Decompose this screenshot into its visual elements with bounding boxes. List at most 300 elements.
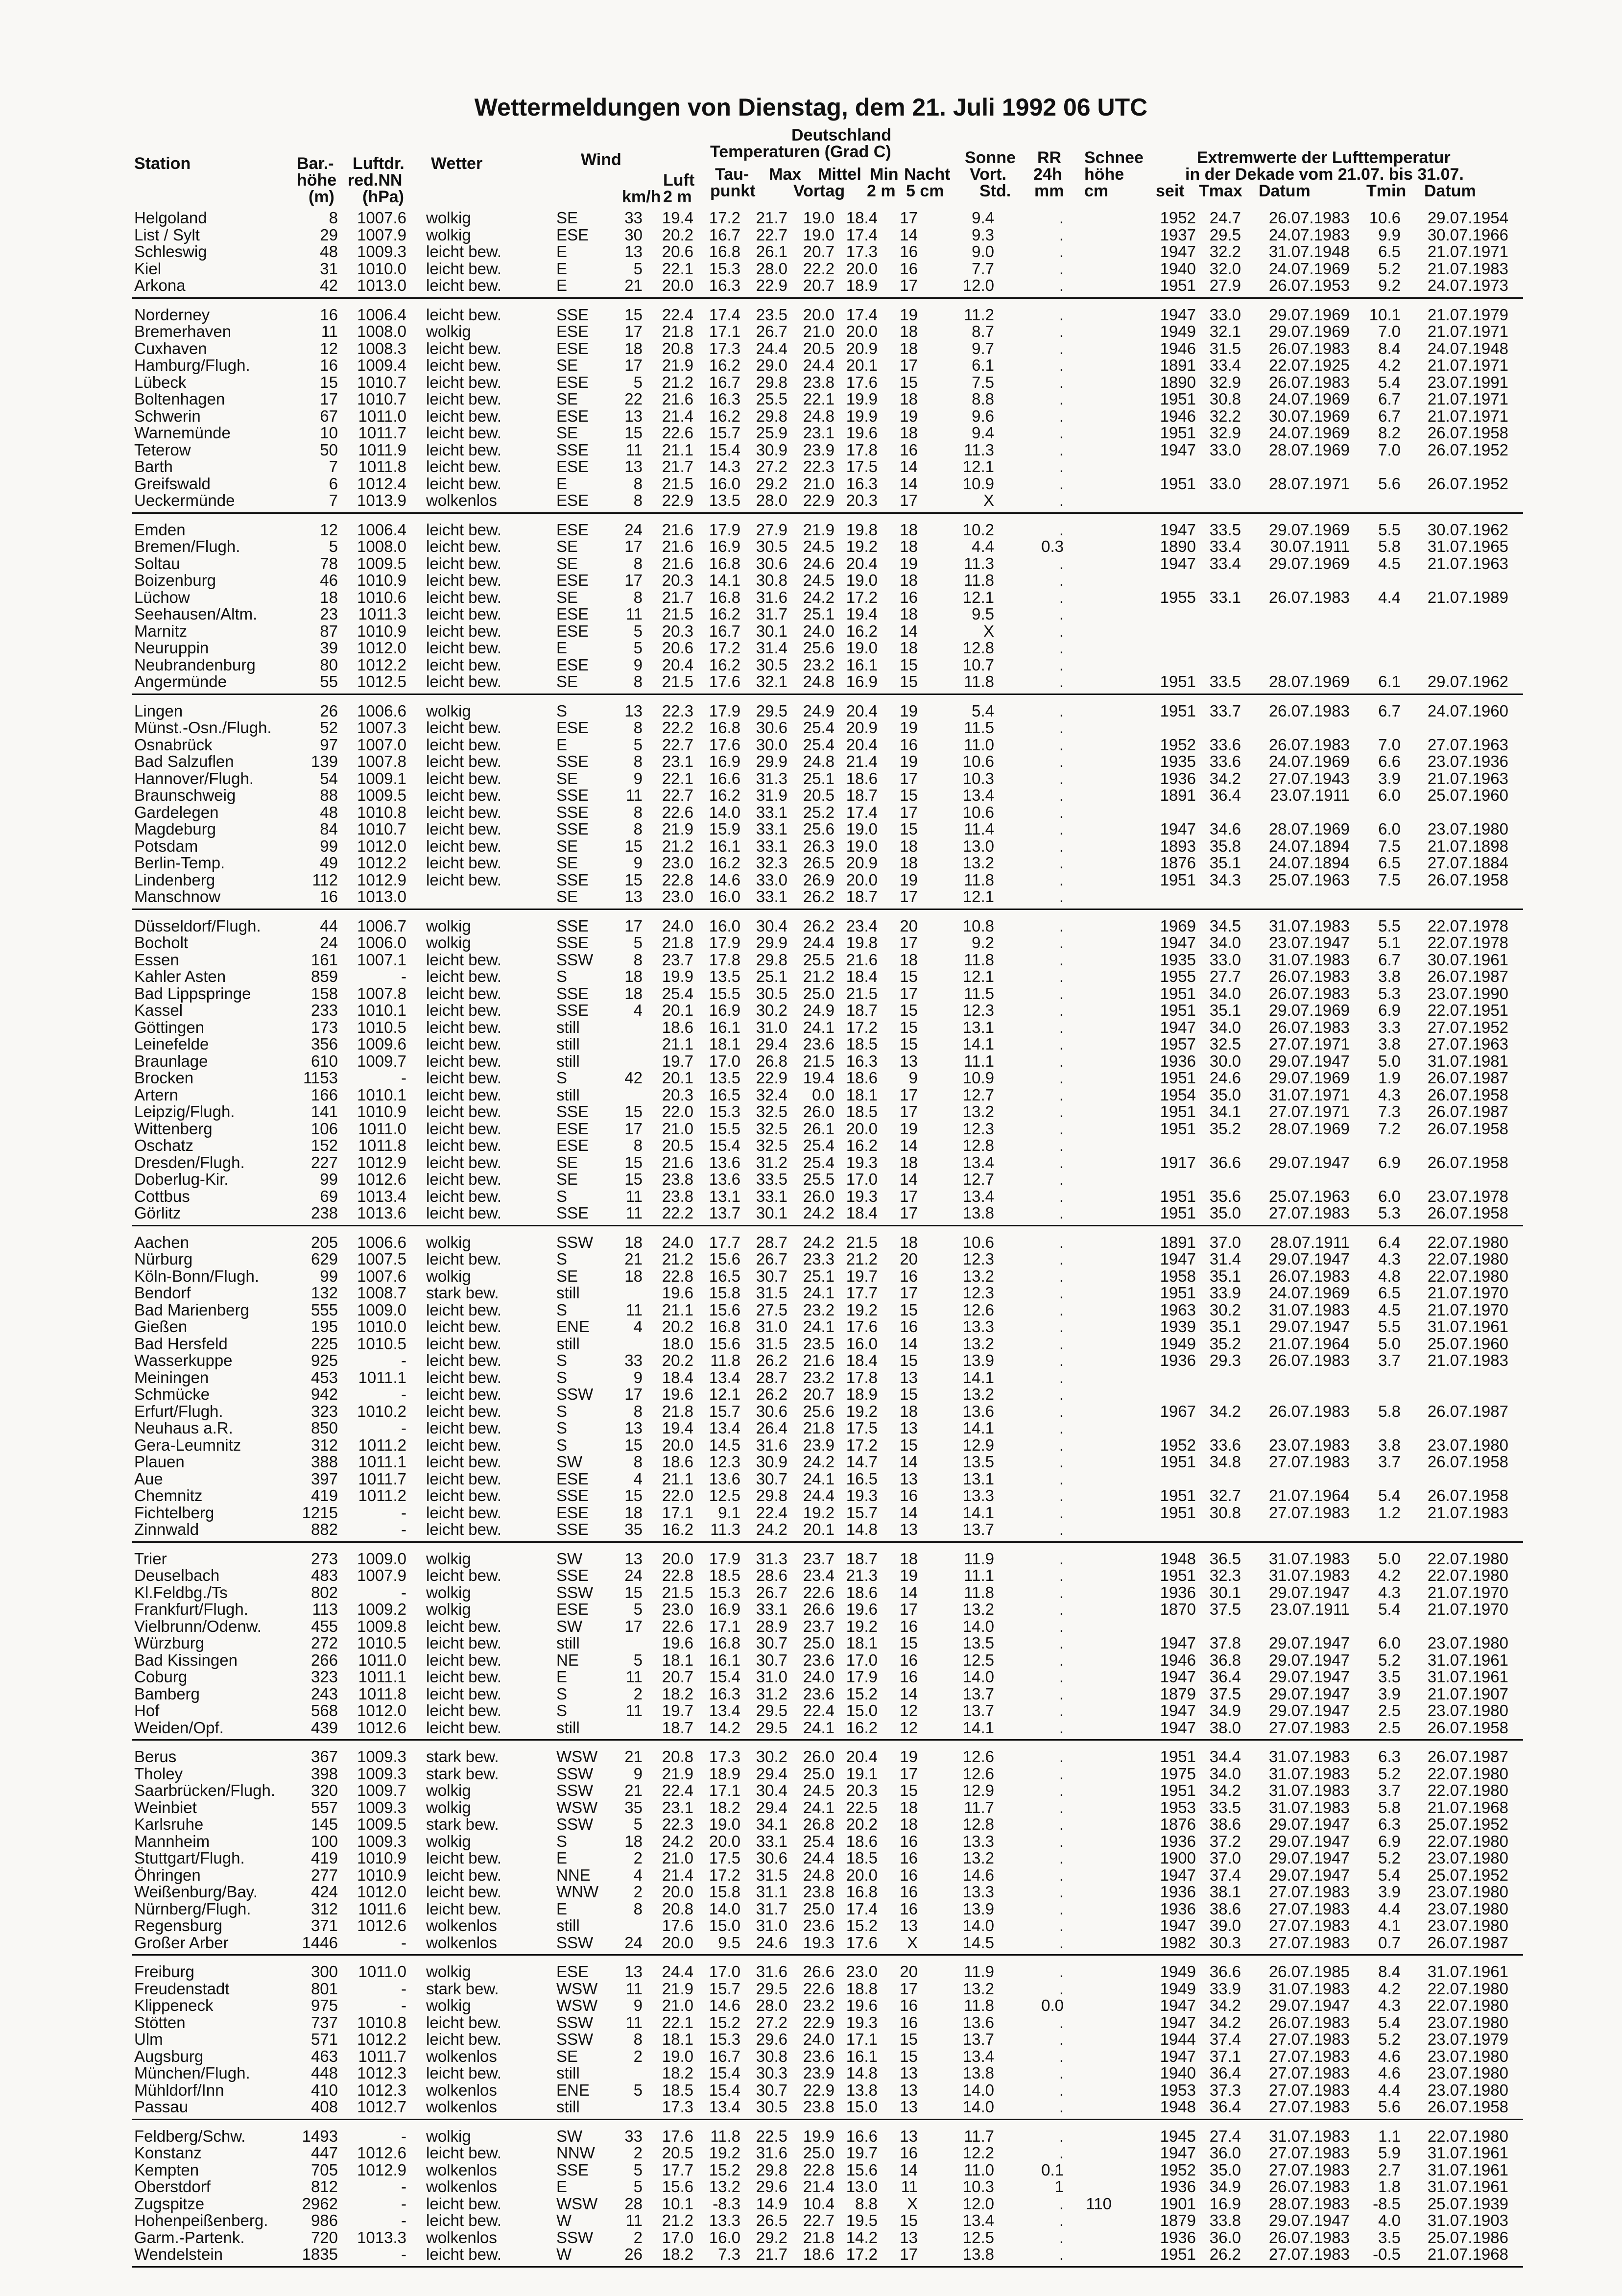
cell-tmax: 33.0 (1209, 440, 1241, 459)
cell-luft: 15.6 (662, 2177, 693, 2196)
cell-barhoehe: 80 (320, 655, 338, 674)
cell-luftdruck: 1011.8 (358, 457, 406, 476)
cell-station: Augsburg (134, 2047, 204, 2065)
cell-tmax-date: 27.07.1983 (1268, 1933, 1350, 1952)
cell-sonne: 13.7 (962, 1684, 994, 1703)
cell-wetter: leicht bew. (426, 1250, 502, 1268)
cell-rr: . (1059, 1435, 1064, 1454)
cell-luft: 21.9 (662, 356, 693, 374)
cell-tmax: 34.3 (1209, 870, 1241, 889)
cell-mittel: 24.2 (803, 1453, 835, 1471)
cell-taupunkt: 17.4 (709, 305, 740, 324)
cell-barhoehe: 39 (320, 639, 338, 657)
cell-nacht: 18 (900, 837, 918, 855)
cell-tmin-date: 25.07.1960 (1427, 786, 1508, 804)
cell-max: 30.6 (756, 554, 787, 573)
cell-taupunkt: 16.5 (709, 1085, 740, 1104)
cell-min: 19.3 (846, 1187, 878, 1205)
cell-nacht: 18 (900, 520, 918, 539)
cell-tmax: 35.2 (1209, 1334, 1241, 1353)
cell-max: 30.1 (756, 1204, 787, 1222)
cell-station: Mühldorf/Inn (134, 2081, 224, 2099)
cell-mittel: 24.1 (803, 1469, 835, 1488)
cell-min: 18.6 (846, 1832, 878, 1850)
table-row (132, 307, 1523, 324)
cell-nacht: 14 (900, 225, 918, 244)
header-sonne3: Std. (979, 182, 1011, 200)
cell-luft: 21.6 (662, 520, 693, 539)
cell-luft: 23.7 (662, 950, 693, 969)
cell-sonne: 11.8 (964, 1583, 994, 1602)
cell-luftdruck: 1007.8 (357, 984, 406, 1003)
cell-tmax: 36.8 (1209, 1650, 1241, 1669)
cell-barhoehe: 166 (310, 1085, 338, 1104)
cell-seit: 1936 (1160, 1883, 1196, 1901)
cell-wetter: leicht bew. (426, 2013, 502, 2032)
cell-luft: 22.1 (662, 2013, 693, 2032)
cell-rr: 0.0 (1041, 1996, 1064, 2014)
cell-wind-kmh: 13 (624, 887, 643, 906)
cell-rr: . (1059, 1684, 1064, 1703)
cell-wind-dir: E (556, 735, 568, 754)
table-row (132, 408, 1523, 425)
cell-taupunkt: 17.8 (709, 950, 740, 969)
cell-mittel: 26.8 (803, 1815, 835, 1833)
header-luftdr2: red.NN (348, 171, 403, 190)
cell-luft: 21.6 (662, 537, 693, 555)
cell-wind-kmh: 8 (633, 588, 643, 606)
cell-max: 33.1 (756, 803, 787, 821)
cell-tmin: 3.5 (1378, 2228, 1401, 2247)
cell-max: 30.7 (756, 2081, 787, 2099)
cell-mittel: 24.0 (803, 1668, 835, 1686)
cell-luftdruck: 1013.4 (357, 1187, 406, 1205)
cell-tmin-date: 23.07.1980 (1427, 1701, 1508, 1720)
cell-wind-dir: WSW (556, 2194, 598, 2213)
cell-tmin: 5.9 (1378, 2144, 1401, 2162)
cell-mittel: 23.9 (803, 2064, 835, 2082)
cell-wind-kmh: 8 (633, 718, 643, 737)
cell-mittel: 25.4 (803, 1832, 835, 1850)
cell-max: 26.4 (756, 1419, 787, 1437)
table-row (132, 1103, 1523, 1121)
cell-seit: 1879 (1160, 2211, 1196, 2229)
cell-taupunkt: 7.3 (718, 2245, 740, 2263)
cell-tmax: 34.0 (1209, 1018, 1241, 1036)
cell-taupunkt: 11.3 (710, 1520, 740, 1538)
cell-wind-dir: WNW (556, 1883, 599, 1901)
cell-luft: 18.2 (662, 2064, 693, 2082)
cell-barhoehe: 448 (310, 2064, 338, 2082)
cell-taupunkt: 20.0 (709, 1832, 740, 1850)
cell-sonne: 12.0 (962, 2194, 994, 2213)
cell-wetter: leicht bew. (426, 537, 502, 555)
cell-mittel: 20.1 (803, 1520, 835, 1538)
cell-barhoehe: 152 (310, 1136, 338, 1154)
cell-sonne: 10.3 (962, 2177, 994, 2196)
table-row (132, 1087, 1523, 1104)
header-min1: Min (870, 165, 899, 184)
cell-wetter: leicht bew. (426, 1085, 502, 1104)
cell-tmax-date: 31.07.1983 (1268, 916, 1350, 935)
cell-wind-kmh: 9 (633, 655, 643, 674)
cell-barhoehe: 50 (320, 440, 338, 459)
cell-taupunkt: -8.3 (713, 2194, 740, 2213)
cell-max: 33.1 (756, 820, 787, 838)
cell-tmin: 5.2 (1378, 1764, 1401, 1783)
cell-tmin-date: 23.07.1980 (1427, 820, 1508, 838)
cell-luft: 21.8 (662, 933, 693, 952)
cell-wetter: leicht bew. (426, 870, 502, 889)
cell-max: 32.4 (756, 1085, 787, 1104)
cell-rr: . (1059, 1566, 1064, 1584)
header-bar3: (m) (309, 188, 334, 206)
cell-luftdruck: 1009.4 (357, 356, 406, 374)
cell-rr: . (1059, 305, 1064, 324)
cell-min: 18.7 (846, 1549, 878, 1568)
cell-barhoehe: 367 (310, 1747, 338, 1766)
cell-barhoehe: 312 (310, 1899, 338, 1918)
cell-nacht: 16 (900, 1832, 918, 1850)
cell-max: 30.3 (756, 2064, 787, 2082)
cell-tmax-date: 27.07.1983 (1268, 2047, 1350, 2065)
cell-barhoehe: 233 (310, 1001, 338, 1019)
cell-tmax: 29.5 (1209, 225, 1241, 244)
cell-max: 21.7 (756, 209, 787, 227)
cell-mittel: 24.1 (803, 1018, 835, 1036)
cell-wind-dir: SE (556, 390, 578, 408)
cell-luft: 21.5 (662, 605, 693, 623)
cell-sonne: 12.7 (962, 1170, 994, 1188)
cell-wind-dir: SE (556, 2047, 578, 2065)
table-row (132, 2099, 1523, 2116)
cell-luftdruck: 1010.5 (357, 1018, 406, 1036)
cell-tmax: 35.0 (1209, 1085, 1241, 1104)
cell-mittel: 24.5 (803, 571, 835, 589)
cell-tmax-date: 29.07.1969 (1268, 554, 1350, 573)
cell-mittel: 23.6 (803, 1035, 835, 1053)
cell-nacht: 18 (900, 1798, 918, 1817)
cell-wind-dir: SSE (556, 870, 589, 889)
cell-tmax-date: 31.07.1983 (1268, 2127, 1350, 2145)
station-group (132, 522, 1523, 691)
cell-nacht: 15 (900, 1018, 918, 1036)
cell-wind-dir: SE (556, 854, 578, 872)
cell-min: 20.0 (846, 259, 878, 278)
cell-seit: 1951 (1160, 1284, 1196, 1302)
cell-tmax-date: 29.07.1947 (1268, 1052, 1350, 1070)
cell-taupunkt: 13.1 (709, 1187, 740, 1205)
cell-luft: 20.0 (662, 1549, 693, 1568)
cell-max: 22.9 (756, 1069, 787, 1087)
cell-nacht: X (906, 2194, 918, 2213)
cell-luft: 21.9 (662, 1979, 693, 1998)
cell-rr: . (1059, 1102, 1064, 1121)
cell-max: 31.7 (756, 1899, 787, 1918)
table-row (132, 753, 1523, 770)
station-group (132, 210, 1523, 294)
cell-max: 24.2 (756, 1520, 787, 1538)
cell-rr: . (1059, 1170, 1064, 1188)
cell-wind-kmh: 5 (633, 639, 643, 657)
cell-taupunkt: 17.1 (709, 322, 740, 340)
cell-max: 26.5 (756, 2211, 787, 2229)
cell-luftdruck: - (401, 2194, 406, 2213)
cell-max: 25.9 (756, 424, 787, 442)
cell-luftdruck: 1012.6 (357, 1170, 406, 1188)
cell-wetter: leicht bew. (426, 786, 502, 804)
cell-barhoehe: 266 (310, 1650, 338, 1669)
cell-seit: 1955 (1160, 967, 1196, 985)
cell-wind-kmh: 15 (624, 1170, 643, 1188)
cell-rr: . (1059, 1899, 1064, 1918)
cell-barhoehe: 323 (310, 1668, 338, 1686)
cell-taupunkt: 15.2 (709, 2160, 740, 2179)
cell-barhoehe: 986 (310, 2211, 338, 2229)
cell-wind-kmh: 8 (633, 1453, 643, 1471)
cell-wind-dir: E (556, 2177, 568, 2196)
cell-tmin: 4.2 (1378, 1979, 1401, 1998)
cell-station: Kahler Asten (134, 967, 226, 985)
station-group (132, 1963, 1523, 2116)
cell-rr: . (1059, 1385, 1064, 1403)
cell-tmin: 5.6 (1378, 474, 1401, 493)
cell-nacht: 16 (900, 1849, 918, 1867)
cell-sonne: 7.5 (972, 373, 994, 391)
cell-min: 18.7 (846, 786, 878, 804)
cell-tmin: -0.5 (1373, 2245, 1401, 2263)
cell-taupunkt: 14.5 (709, 1435, 740, 1454)
cell-barhoehe: 44 (320, 916, 338, 935)
cell-station: Lübeck (134, 373, 187, 391)
cell-tmax: 36.0 (1209, 2228, 1241, 2247)
cell-luftdruck: 1006.4 (357, 520, 406, 539)
cell-wetter: leicht bew. (426, 588, 502, 606)
cell-min: 16.0 (846, 1334, 878, 1353)
table-row (132, 1833, 1523, 1850)
cell-rr: . (1059, 1334, 1064, 1353)
cell-sonne: 12.3 (962, 1284, 994, 1302)
cell-station: Ulm (134, 2030, 163, 2048)
cell-rr: . (1059, 1001, 1064, 1019)
cell-wind-kmh: 21 (624, 276, 643, 294)
cell-tmax: 26.2 (1209, 2245, 1241, 2263)
station-table (132, 210, 1523, 2268)
cell-max: 26.7 (756, 1250, 787, 1268)
cell-wind-dir: SSW (556, 2013, 594, 2032)
cell-tmax: 34.5 (1209, 916, 1241, 935)
cell-luftdruck: 1007.1 (357, 950, 406, 969)
cell-rr: . (1059, 2127, 1064, 2145)
table-row (132, 357, 1523, 374)
header-schnee1: Schnee (1084, 148, 1144, 167)
cell-tmin: 1.9 (1378, 1069, 1401, 1087)
cell-min: 17.7 (846, 1284, 878, 1302)
cell-taupunkt: 16.2 (709, 407, 740, 425)
cell-wetter: leicht bew. (426, 605, 502, 623)
cell-tmin-date: 21.07.1968 (1427, 1798, 1508, 1817)
group-separator (132, 294, 1523, 299)
cell-taupunkt: 14.6 (709, 870, 740, 889)
cell-station: Bad Salzuflen (134, 752, 234, 770)
cell-luftdruck: - (401, 1520, 406, 1538)
cell-tmin-date: 25.07.1960 (1427, 1334, 1508, 1353)
table-row (132, 673, 1523, 691)
cell-barhoehe: 557 (310, 1798, 338, 1817)
cell-seit: 1952 (1160, 1435, 1196, 1454)
cell-nacht: 14 (900, 1453, 918, 1471)
cell-rr: . (1059, 1187, 1064, 1205)
cell-wind-kmh: 11 (625, 1187, 643, 1205)
cell-nacht: 17 (900, 1102, 918, 1121)
cell-tmin-date: 21.07.1963 (1427, 554, 1508, 573)
cell-nacht: 18 (900, 1153, 918, 1172)
cell-max: 31.5 (756, 1866, 787, 1884)
cell-sonne: 12.8 (962, 1815, 994, 1833)
table-row (132, 1318, 1523, 1336)
cell-nacht: 17 (900, 356, 918, 374)
cell-tmax: 34.9 (1209, 2177, 1241, 2196)
cell-rr: . (1059, 1284, 1064, 1302)
cell-luftdruck: 1011.9 (358, 440, 406, 459)
cell-tmin-date: 26.07.1987 (1427, 1102, 1508, 1121)
cell-tmin: 3.8 (1378, 1435, 1401, 1454)
cell-nacht: 11 (901, 2177, 918, 2196)
cell-wind-kmh: 17 (624, 356, 643, 374)
cell-max: 30.0 (756, 735, 787, 754)
cell-seit: 1957 (1160, 1035, 1196, 1053)
cell-rr: . (1059, 1204, 1064, 1222)
cell-wind-dir: SSW (556, 1764, 594, 1783)
cell-wetter: wolkenlos (426, 2081, 497, 2099)
cell-luftdruck: 1011.0 (358, 407, 406, 425)
cell-luft: 22.8 (662, 1267, 693, 1285)
cell-wind-kmh: 13 (624, 1419, 643, 1437)
cell-seit: 1948 (1160, 1549, 1196, 1568)
cell-barhoehe: 132 (310, 1284, 338, 1302)
cell-sonne: 12.1 (962, 457, 994, 476)
cell-wind-dir: SSW (556, 1385, 594, 1403)
table-row (132, 1867, 1523, 1884)
cell-tmax: 33.9 (1209, 1979, 1241, 1998)
cell-max: 30.9 (756, 440, 787, 459)
cell-wetter: leicht bew. (426, 424, 502, 442)
cell-nacht: 12 (900, 1718, 918, 1737)
cell-station: Düsseldorf/Flugh. (134, 916, 261, 935)
cell-nacht: 16 (900, 1996, 918, 2014)
cell-wind-dir: SSE (556, 1520, 589, 1538)
cell-min: 20.0 (846, 1119, 878, 1138)
cell-tmin: 6.9 (1378, 1001, 1401, 1019)
cell-wind-dir: S (556, 1069, 568, 1087)
cell-station: Stötten (134, 2013, 186, 2032)
cell-luftdruck: 1009.5 (357, 786, 406, 804)
cell-station: Weiden/Opf. (134, 1718, 224, 1737)
cell-mittel: 24.5 (803, 1781, 835, 1799)
cell-min: 17.8 (846, 440, 878, 459)
cell-mittel: 21.5 (803, 1052, 835, 1070)
cell-wetter: stark bew. (426, 1815, 499, 1833)
table-row (132, 572, 1523, 589)
cell-rr: . (1059, 1747, 1064, 1766)
cell-wetter: wolkig (426, 1267, 471, 1285)
cell-nacht: 14 (900, 622, 918, 640)
cell-tmin: 9.2 (1378, 276, 1401, 294)
cell-sonne: 11.8 (964, 1996, 994, 2014)
cell-luftdruck: 1012.7 (357, 2098, 406, 2116)
cell-luftdruck: 1012.2 (357, 655, 406, 674)
cell-nacht: 15 (900, 1351, 918, 1369)
cell-barhoehe: 737 (310, 2013, 338, 2032)
table-row (132, 1251, 1523, 1268)
cell-mittel: 25.4 (803, 718, 835, 737)
cell-barhoehe: 67 (320, 407, 338, 425)
cell-rr: . (1059, 1866, 1064, 1884)
cell-nacht: 18 (900, 424, 918, 442)
cell-max: 29.5 (756, 1718, 787, 1737)
cell-luft: 20.1 (662, 1069, 693, 1087)
cell-wind-dir: WSW (556, 1747, 598, 1766)
table-row (132, 2162, 1523, 2179)
cell-luft: 20.3 (662, 571, 693, 589)
cell-seit: 1951 (1160, 1486, 1196, 1505)
cell-luft: 19.9 (662, 967, 693, 985)
cell-wetter: leicht bew. (426, 1899, 502, 1918)
cell-barhoehe: 463 (310, 2047, 338, 2065)
cell-luftdruck: 1013.0 (357, 276, 406, 294)
cell-tmax: 33.1 (1209, 588, 1241, 606)
cell-wind-dir: S (556, 701, 568, 720)
table-row (132, 1584, 1523, 1602)
cell-tmax-date: 23.07.1911 (1270, 1600, 1350, 1618)
cell-mittel: 25.1 (803, 769, 835, 788)
cell-wind-dir: SE (556, 209, 578, 227)
cell-rr: . (1059, 356, 1064, 374)
cell-rr: . (1059, 2211, 1064, 2229)
cell-taupunkt: 15.7 (709, 424, 740, 442)
cell-tmax-date: 29.07.1947 (1268, 1849, 1350, 1867)
cell-tmin-date: 25.07.1986 (1427, 2228, 1508, 2247)
cell-nacht: 13 (900, 1052, 918, 1070)
cell-rr: 0.1 (1041, 2160, 1064, 2179)
cell-barhoehe: 78 (320, 554, 338, 573)
cell-wind-dir: E (556, 1849, 568, 1867)
cell-taupunkt: 17.1 (709, 1781, 740, 1799)
cell-rr: . (1059, 2098, 1064, 2116)
cell-mittel: 22.9 (803, 491, 835, 509)
cell-tmax: 32.9 (1209, 424, 1241, 442)
cell-station: Neuruppin (134, 639, 209, 657)
cell-wind-dir: SE (556, 837, 578, 855)
cell-sonne: 12.6 (962, 1764, 994, 1783)
cell-max: 25.1 (756, 967, 787, 985)
cell-seit: 1947 (1160, 933, 1196, 952)
cell-wetter: wolkenlos (426, 2160, 497, 2179)
cell-tmin-date: 21.07.1968 (1427, 2245, 1508, 2263)
cell-nacht: 19 (900, 305, 918, 324)
cell-luft: 22.0 (662, 1486, 693, 1505)
table-row (132, 918, 1523, 935)
header-nacht2: 5 cm (906, 182, 944, 200)
cell-max: 30.4 (756, 1781, 787, 1799)
cell-station: Magdeburg (134, 820, 216, 838)
cell-luft: 20.5 (662, 2144, 693, 2162)
cell-tmax: 37.0 (1209, 1849, 1241, 1867)
cell-seit: 1893 (1160, 837, 1196, 855)
cell-seit: 1947 (1160, 2144, 1196, 2162)
cell-wetter: wolkig (426, 1781, 471, 1799)
cell-station: Wasserkuppe (134, 1351, 233, 1369)
